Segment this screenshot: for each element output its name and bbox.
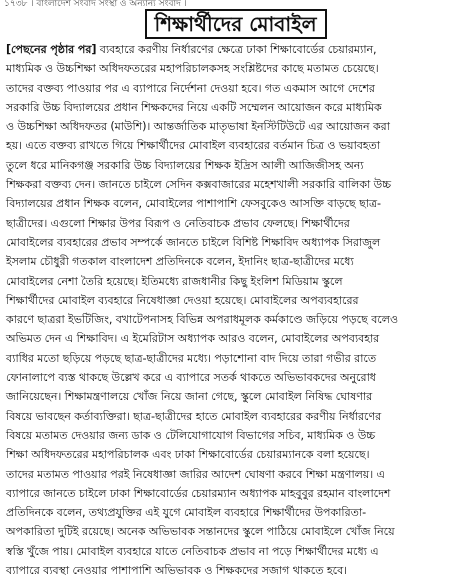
article-line: অভিমত দেন এ শিক্ষাবিদ। এ ইমেরিটাস অধ্যাপক আরও বলেন, মোবাইলের অপব্যবহার bbox=[6, 332, 380, 346]
article-line: ও উচ্চশিক্ষা অধিদফতর (মাউশি)। আন্তর্জাতিক মাতৃভাষা ইনস্টিটিউটে এর আয়োজন করা bbox=[6, 120, 390, 134]
article-line bbox=[6, 40, 465, 59]
article-line: প্রতিদিনকে বলেন, তথ্যপ্রযুক্তির এই যুগে মোবাইল ব্যবহারে শিক্ষার্থীদের উপকারিতা- bbox=[6, 506, 366, 520]
article-line: ব্যাপারে ব্যবস্থা নেওয়ার পাশাপাশি অভিভাবক ও শিক্ষকদের সজাগ থাকতে হবে। bbox=[6, 564, 348, 578]
article-line: তাদের বক্তব্য পাওয়ার পর এ ব্যাপারে নির্দেশনা দেওয়া হবে। গত একমাস আগে দেশের bbox=[6, 81, 375, 95]
article-line: জানিয়েছেন। শিক্ষামন্ত্রণালয়ে খোঁজ নিয়ে জানা গেছে, স্কুলে মোবাইল নিষিদ্ধ ঘোষণার bbox=[6, 390, 373, 404]
article-line: মোবাইলের নেশা তৈরি হয়েছে। ইতিমধ্যে রাজধানীর কিছু ইংলিশ মিডিয়াম স্কুলে bbox=[6, 274, 343, 288]
article-line: শিক্ষার্থীদের মোবাইল ব্যবহারে নিষেধাজ্ঞা দেওয়া হয়েছে। মোবাইলের অপব্যবহারের bbox=[6, 293, 359, 307]
article-line: তুলে ধরে মানিকগঞ্জ সরকারি উচ্চ বিদ্যালয়ের শিক্ষক ইদ্রিস আলী আজিজীসহ অন্য bbox=[6, 158, 364, 172]
article-line: তাদের মতামত পাওয়ার পরই নিষেধাজ্ঞা জারির আদেশ ঘোষণা করবে শিক্ষা মন্ত্রণালয়। এ bbox=[6, 467, 385, 481]
article-line: ফোনালাপে ব্যস্ত থাকছে উল্লেখ করে এ ব্যাপারে সতর্ক থাকতে অভিভাবকদের অনুরোধ bbox=[6, 371, 376, 385]
article-line: শিক্ষকরা বক্তব্য দেন। জানতে চাইলে সেদিন কক্সবাজারের মহেশখালী সরকারি বালিকা উচ্চ bbox=[6, 178, 392, 192]
article-line: ব্যাধির মতো ছড়িয়ে পড়ছে ছাত্র-ছাত্রীদের মধ্যে। পড়াশোনা বাদ দিয়ে তারা গভীর রাতে bbox=[6, 351, 377, 365]
article-line: বিষয়ে মতামত দেওয়ার জন্য ডাক ও টেলিযোগাযোগ বিভাগের সচিব, মাধ্যমিক ও উচ্চ bbox=[6, 428, 376, 442]
article-line: ইসলাম চৌধুরী গতকাল বাংলাদেশ প্রতিদিনকে বলেন, ইদানিং ছাত্র-ছাত্রীদের মধ্যে bbox=[6, 255, 354, 269]
headline: শিক্ষার্থীদের মোবাইল bbox=[145, 9, 327, 39]
article-line: ব্যাপারে জানতে চাইলে ঢাকা শিক্ষাবোর্ডের চেয়ারম্যান অধ্যাপক মাহবুবুর রহমান বাংলাদেশ bbox=[6, 486, 391, 500]
article-line-text: ব্যবহারে করণীয় নির্ধারণের ক্ষেত্রে ঢাকা শিক্ষাবোর্ডের চেয়ারম্যান, bbox=[99, 43, 377, 56]
article-line: সরকারি উচ্চ বিদ্যালয়ের প্রধান শিক্ষকদের নিয়ে একটি সম্মেলন আয়োজন করে মাধ্যমিক bbox=[6, 100, 382, 114]
article-line: বিদ্যালয়ের প্রধান শিক্ষক বলেন, মোবাইলের পাশাপাশি ফেসবুকেও আসক্তি বাড়ছে ছাত্র- bbox=[6, 197, 381, 211]
article-line: বিষয়ে ভাবছেন কর্তাব্যক্তিরা। ছাত্র-ছাত্রীদের হাতে মোবাইল ব্যবহারের করণীয় নির্ধারণের bbox=[6, 409, 382, 423]
article-line: মাধ্যমিক ও উচ্চশিক্ষা অধিদফতরের মহাপরিচালকসহ সংশ্লিষ্টদের কাছে মতামত চেয়েছে। bbox=[6, 62, 379, 76]
article-line: অপকারিতা দুটিই রয়েছে। অনেক অভিভাবক সন্তানদের স্কুলে পাঠিয়ে মোবাইলে খোঁজ নিয়ে bbox=[6, 525, 395, 539]
article-body bbox=[6, 40, 465, 578]
header-fragment: ১৭৩৮ । বাংলাদেশ সংবাদ সংস্থা ও অন্যান্য সংবাদ । bbox=[4, 0, 187, 9]
article-line: শিক্ষা অধিদফতরের মহাপরিচালক এবং ঢাকা শিক্ষাবোর্ডের চেয়ারম্যানকে বলা হয়েছে। bbox=[6, 448, 370, 462]
article-line: স্বস্তি খুঁজে পায়। মোবাইল ব্যবহারে যাতে নেতিবাচক প্রভাব না পড়ে শিক্ষার্থীদের মধ্যে এ bbox=[6, 544, 379, 558]
article-line: ছাত্রীদের। এগুলো শিক্ষার উপর বিরূপ ও নেতিবাচক প্রভাব ফেলছে। শিক্ষার্থীদের bbox=[6, 216, 350, 230]
page-ref: [পেছনের পৃষ্ঠার পর] bbox=[6, 43, 97, 56]
article-line: কারণে ছাত্ররা ইভটিজিং, বখাটেপনাসহ বিভিন্ন অপরাধমূলক কর্মকাণ্ডে জড়িয়ে পড়ছে বলেও bbox=[6, 313, 399, 327]
headline-container bbox=[0, 9, 471, 37]
article-line: মোবাইলের ব্যবহারের প্রভাব সম্পর্কে জানতে চাইলে বিশিষ্ট শিক্ষাবিদ অধ্যাপক সিরাজুল bbox=[6, 235, 381, 249]
article-line: হয়। এতে বক্তব্য রাখতে গিয়ে শিক্ষার্থীদের মোবাইল ব্যবহারের বর্তমান চিত্র ও ভয়াবহতা bbox=[6, 139, 381, 153]
